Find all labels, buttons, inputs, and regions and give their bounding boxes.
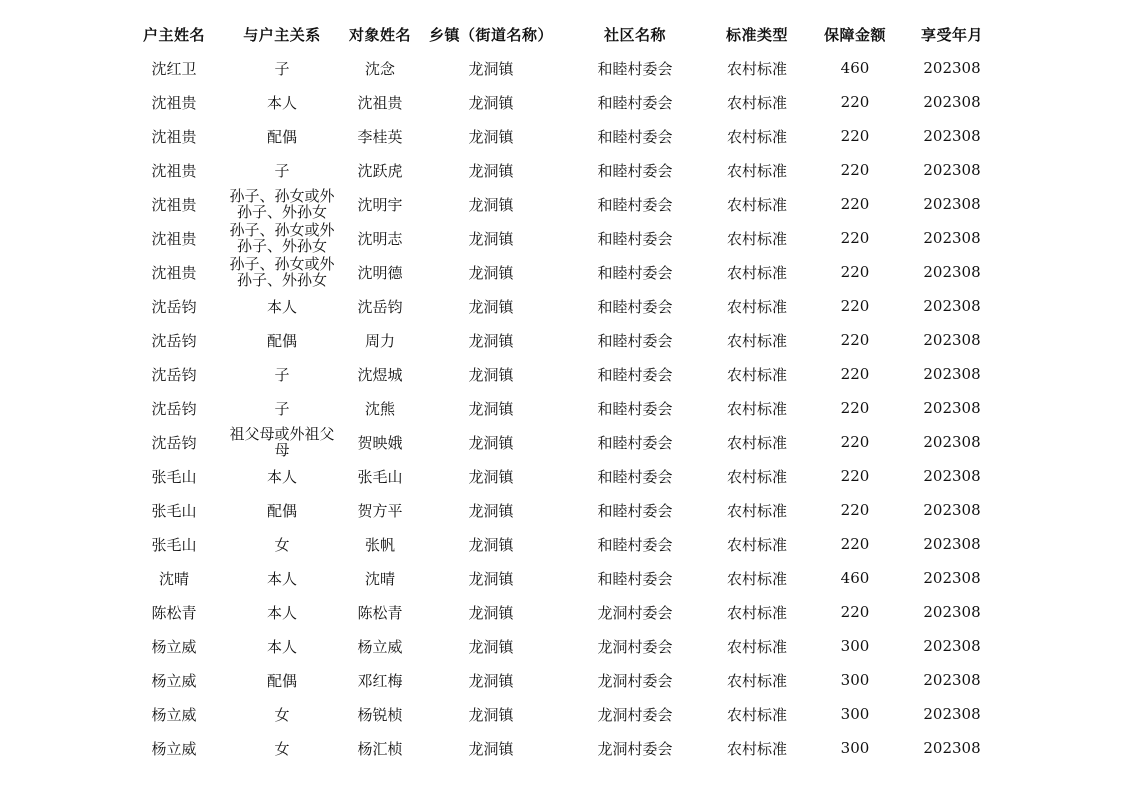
householder-name-cell: 沈祖贵 [151,263,197,282]
householder-name-cell: 沈祖贵 [151,93,197,112]
relationship-cell: 本人 [266,637,297,656]
recipient-name-cell: 沈祖贵 [357,93,403,112]
month-cell: 202308 [923,365,981,383]
householder-name-cell: 杨立威 [151,705,197,724]
relationship-cell: 本人 [266,93,297,112]
benefit-roster-table [124,17,1000,765]
standard-type-cell: 农村标准 [726,739,787,758]
month-cell: 202308 [923,161,981,179]
table-row [124,85,1000,119]
amount-cell: 460 [840,569,870,587]
householder-name-cell: 沈祖贵 [151,127,197,146]
community-cell: 和睦村委会 [597,59,673,78]
recipient-name-cell: 周力 [364,331,395,350]
township-cell: 龙洞镇 [468,433,514,452]
relationship-cell: 配偶 [266,331,297,350]
community-cell: 和睦村委会 [597,365,673,384]
standard-type-cell: 农村标准 [726,501,787,520]
header-standard-type: 标准类型 [725,25,788,44]
amount-cell: 220 [840,127,870,145]
community-cell: 和睦村委会 [597,93,673,112]
recipient-name-cell: 杨立威 [357,637,403,656]
amount-cell: 220 [840,229,870,247]
standard-type-cell: 农村标准 [726,365,787,384]
month-cell: 202308 [923,297,981,315]
amount-cell: 220 [840,467,870,485]
table-row [124,697,1000,731]
householder-name-cell: 沈祖贵 [151,161,197,180]
table-row [124,187,1000,221]
householder-name-cell: 张毛山 [151,501,197,520]
householder-name-cell: 沈岳钧 [151,365,197,384]
month-cell: 202308 [923,705,981,723]
relationship-cell: 本人 [266,603,297,622]
recipient-name-cell: 沈晴 [364,569,395,588]
relationship-text: 孙子、孙女或外孙子、外孙女 [229,256,335,288]
amount-cell: 220 [840,365,870,383]
township-cell: 龙洞镇 [468,365,514,384]
standard-type-cell: 农村标准 [726,59,787,78]
householder-name-cell: 杨立威 [151,739,197,758]
township-cell: 龙洞镇 [468,569,514,588]
relationship-cell [224,255,340,289]
standard-type-cell: 农村标准 [726,93,787,112]
community-cell: 龙洞村委会 [597,637,673,656]
relationship-cell: 本人 [266,467,297,486]
township-cell: 龙洞镇 [468,535,514,554]
amount-cell: 300 [840,637,870,655]
amount-cell: 220 [840,433,870,451]
month-cell: 202308 [923,671,981,689]
standard-type-cell: 农村标准 [726,671,787,690]
table-row [124,221,1000,255]
month-cell: 202308 [923,195,981,213]
standard-type-cell: 农村标准 [726,195,787,214]
relationship-cell [224,221,340,255]
recipient-name-cell: 沈煜城 [357,365,403,384]
recipient-name-cell: 沈跃虎 [357,161,403,180]
recipient-name-cell: 杨汇桢 [357,739,403,758]
recipient-name-cell: 陈松青 [357,603,403,622]
amount-cell: 220 [840,331,870,349]
relationship-cell: 女 [274,705,290,724]
standard-type-cell: 农村标准 [726,705,787,724]
table-row [124,119,1000,153]
township-cell: 龙洞镇 [468,739,514,758]
relationship-text: 孙子、孙女或外孙子、外孙女 [229,222,335,254]
recipient-name-cell: 李桂英 [357,127,403,146]
month-cell: 202308 [923,399,981,417]
community-cell: 和睦村委会 [597,399,673,418]
month-cell: 202308 [923,739,981,757]
relationship-cell: 子 [274,399,290,418]
month-cell: 202308 [923,569,981,587]
community-cell: 和睦村委会 [597,297,673,316]
householder-name-cell: 杨立威 [151,671,197,690]
header-month: 享受年月 [920,25,983,44]
recipient-name-cell: 贺方平 [357,501,403,520]
relationship-cell: 子 [274,59,290,78]
standard-type-cell: 农村标准 [726,433,787,452]
township-cell: 龙洞镇 [468,501,514,520]
community-cell: 和睦村委会 [597,195,673,214]
recipient-name-cell: 沈念 [364,59,395,78]
householder-name-cell: 沈晴 [158,569,189,588]
relationship-cell: 子 [274,365,290,384]
township-cell: 龙洞镇 [468,263,514,282]
community-cell: 和睦村委会 [597,161,673,180]
standard-type-cell: 农村标准 [726,637,787,656]
header-relationship: 与户主关系 [243,25,321,44]
community-cell: 和睦村委会 [597,331,673,350]
community-cell: 和睦村委会 [597,535,673,554]
amount-cell: 220 [840,195,870,213]
standard-type-cell: 农村标准 [726,331,787,350]
standard-type-cell: 农村标准 [726,603,787,622]
table-row [124,323,1000,357]
relationship-cell: 本人 [266,569,297,588]
table-row [124,153,1000,187]
householder-name-cell: 陈松青 [151,603,197,622]
month-cell: 202308 [923,535,981,553]
relationship-cell: 女 [274,535,290,554]
header-recipient-name: 对象姓名 [348,25,411,44]
standard-type-cell: 农村标准 [726,569,787,588]
relationship-cell: 本人 [266,297,297,316]
header-amount: 保障金额 [823,25,886,44]
standard-type-cell: 农村标准 [726,127,787,146]
month-cell: 202308 [923,467,981,485]
header-row [124,17,1000,51]
table-row [124,493,1000,527]
month-cell: 202308 [923,331,981,349]
table-row [124,663,1000,697]
standard-type-cell: 农村标准 [726,229,787,248]
relationship-cell: 配偶 [266,501,297,520]
recipient-name-cell: 沈明德 [357,263,403,282]
community-cell: 和睦村委会 [597,263,673,282]
table-row [124,255,1000,289]
township-cell: 龙洞镇 [468,229,514,248]
amount-cell: 300 [840,739,870,757]
township-cell: 龙洞镇 [468,127,514,146]
table-row [124,357,1000,391]
recipient-name-cell: 沈岳钧 [357,297,403,316]
header-community: 社区名称 [603,25,666,44]
amount-cell: 220 [840,535,870,553]
table-row [124,561,1000,595]
recipient-name-cell: 邓红梅 [357,671,403,690]
recipient-name-cell: 张毛山 [357,467,403,486]
table-row [124,391,1000,425]
recipient-name-cell: 贺映娥 [357,433,403,452]
amount-cell: 220 [840,603,870,621]
community-cell: 和睦村委会 [597,501,673,520]
relationship-cell: 子 [274,161,290,180]
householder-name-cell: 沈岳钧 [151,433,197,452]
table-row [124,289,1000,323]
table-row [124,459,1000,493]
table-body [124,51,1000,765]
township-cell: 龙洞镇 [468,331,514,350]
month-cell: 202308 [923,501,981,519]
standard-type-cell: 农村标准 [726,263,787,282]
householder-name-cell: 张毛山 [151,535,197,554]
householder-name-cell: 沈红卫 [151,59,197,78]
community-cell: 和睦村委会 [597,127,673,146]
standard-type-cell: 农村标准 [726,297,787,316]
householder-name-cell: 沈祖贵 [151,195,197,214]
amount-cell: 220 [840,297,870,315]
relationship-cell: 配偶 [266,127,297,146]
table-row [124,51,1000,85]
householder-name-cell: 沈岳钧 [151,331,197,350]
relationship-cell: 配偶 [266,671,297,690]
month-cell: 202308 [923,93,981,111]
table-row [124,629,1000,663]
householder-name-cell: 张毛山 [151,467,197,486]
amount-cell: 300 [840,671,870,689]
table-row [124,425,1000,459]
header-householder-name: 户主姓名 [142,25,205,44]
recipient-name-cell: 沈熊 [364,399,395,418]
standard-type-cell: 农村标准 [726,467,787,486]
recipient-name-cell: 沈明志 [357,229,403,248]
householder-name-cell: 沈岳钧 [151,399,197,418]
month-cell: 202308 [923,263,981,281]
community-cell: 龙洞村委会 [597,705,673,724]
township-cell: 龙洞镇 [468,671,514,690]
householder-name-cell: 杨立威 [151,637,197,656]
header-township: 乡镇（街道名称） [428,25,553,44]
table-row [124,731,1000,765]
householder-name-cell: 沈祖贵 [151,229,197,248]
amount-cell: 220 [840,263,870,281]
standard-type-cell: 农村标准 [726,399,787,418]
community-cell: 龙洞村委会 [597,603,673,622]
township-cell: 龙洞镇 [468,161,514,180]
relationship-cell: 女 [274,739,290,758]
relationship-text: 祖父母或外祖父母 [229,426,335,458]
township-cell: 龙洞镇 [468,93,514,112]
community-cell: 龙洞村委会 [597,739,673,758]
recipient-name-cell: 杨锐桢 [357,705,403,724]
standard-type-cell: 农村标准 [726,535,787,554]
township-cell: 龙洞镇 [468,195,514,214]
relationship-cell [224,425,340,459]
township-cell: 龙洞镇 [468,705,514,724]
community-cell: 龙洞村委会 [597,671,673,690]
table-row [124,527,1000,561]
table-row [124,595,1000,629]
community-cell: 和睦村委会 [597,467,673,486]
community-cell: 和睦村委会 [597,229,673,248]
township-cell: 龙洞镇 [468,637,514,656]
township-cell: 龙洞镇 [468,297,514,316]
community-cell: 和睦村委会 [597,569,673,588]
standard-type-cell: 农村标准 [726,161,787,180]
recipient-name-cell: 沈明宇 [357,195,403,214]
month-cell: 202308 [923,127,981,145]
amount-cell: 220 [840,399,870,417]
township-cell: 龙洞镇 [468,399,514,418]
recipient-name-cell: 张帆 [364,535,395,554]
amount-cell: 220 [840,93,870,111]
month-cell: 202308 [923,603,981,621]
amount-cell: 460 [840,59,870,77]
township-cell: 龙洞镇 [468,603,514,622]
householder-name-cell: 沈岳钧 [151,297,197,316]
relationship-text: 孙子、孙女或外孙子、外孙女 [229,188,335,220]
township-cell: 龙洞镇 [468,59,514,78]
township-cell: 龙洞镇 [468,467,514,486]
amount-cell: 220 [840,161,870,179]
relationship-cell [224,187,340,221]
month-cell: 202308 [923,59,981,77]
community-cell: 和睦村委会 [597,433,673,452]
month-cell: 202308 [923,229,981,247]
amount-cell: 220 [840,501,870,519]
month-cell: 202308 [923,433,981,451]
amount-cell: 300 [840,705,870,723]
month-cell: 202308 [923,637,981,655]
